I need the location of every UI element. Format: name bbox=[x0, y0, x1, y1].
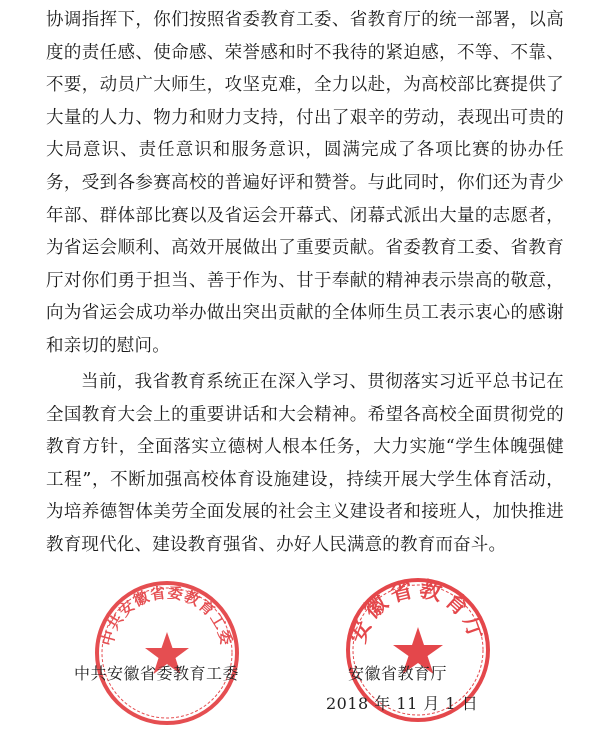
seal-left-text: 中共安徽省委教育工委 bbox=[98, 583, 236, 648]
body-paragraph-1: 协调指挥下，你们按照省委教育工委、省教育厅的统一部署，以高度的责任感、使命感、荣誉感和时不我待的紧迫感，不等、不靠、不要，动员广大师生，攻坚克难，全力以赴，为高校部比赛提供了大量的人力、物力和财力支持，付出了艰辛的劳动，表现出可贵的大局意识、责任意识和服务意识，圆满完成了各项比赛的协办任务，受到各参赛高校的普遍好评和赞誉。与此同时，你们还为青少年部、群体部比赛以及省运会开幕式、闭幕式派出大量的志愿者，为省运会顺利、高效开展做出了重要贡献。省委教育工委、省教育厅对你们勇于担当、善于作为、甘于奉献的精神表示崇高的敬意，向为省运会成功举办做出突出贡献的全体师生员工表示衷心的感谢和亲切的慰问。 bbox=[46, 10, 564, 356]
signature-left: 中共安徽省委教育工委 bbox=[74, 664, 240, 683]
body-paragraph-2: 当前，我省教育系统正在深入学习、贯彻落实习近平总书记在全国教育大会上的重要讲话和大会精神。希望各高校全面贯彻党的教育方针，全面落实立德树人根本任务，大力实施“学生体魄强健工程”，不断加强高校体育设施建设，持续开展大学生体育活动，为培养德智体美劳全面发展的社会主义建设者和接班人，加快推进教育现代化、建设教育强省、办好人民满意的教育而奋斗。 bbox=[46, 372, 564, 555]
official-seal-left bbox=[92, 578, 242, 728]
signature-right: 安徽省教育厅 bbox=[348, 664, 448, 683]
document-date: 2018 年 11 月 1 日 bbox=[326, 694, 479, 713]
seal-right-text: 安徽省教育厅 bbox=[345, 576, 491, 647]
